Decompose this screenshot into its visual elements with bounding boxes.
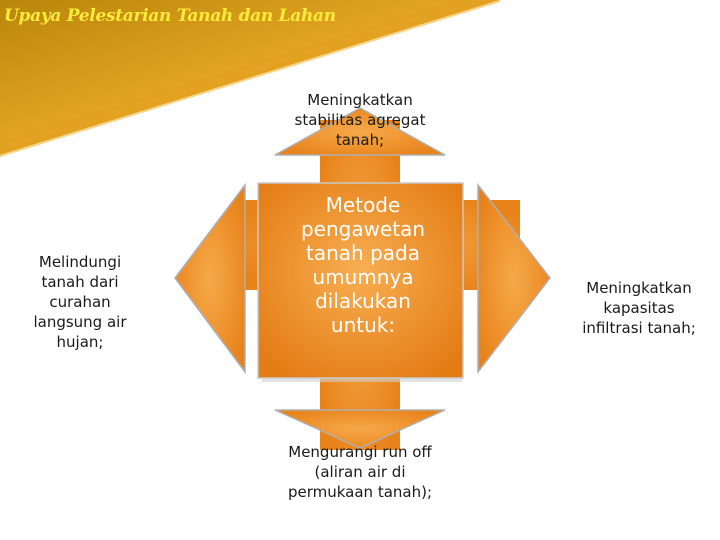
center-text [268,193,458,337]
center-text-line: tanah pada [306,241,420,265]
bottom-label-line: permukaan tanah); [287,483,433,501]
bottom-arrow-label [255,442,465,502]
right-label-line: kapasitas [603,299,675,317]
left-label-line: hujan; [56,333,104,351]
top-arrow-label [255,90,465,150]
left-label-line: Melindungi [38,253,122,271]
top-label-line: tanah; [335,131,385,149]
left-label-line: tanah dari [41,273,119,291]
right-label-line: infiltrasi tanah; [582,319,696,337]
left-arrow-label [10,252,150,352]
left-label-line: curahan [49,293,111,311]
bottom-label-line: Mengurangi run off [288,443,432,461]
center-text-line: pengawetan [300,217,426,241]
top-label-line: Meningkatkan [307,91,413,109]
right-label-line: Meningkatkan [586,279,692,297]
center-text-line: untuk: [330,313,396,337]
left-label-line: langsung air [33,313,127,331]
center-box-shadow [262,378,462,382]
center-text-line: umumnya [312,265,414,289]
bottom-label-line: (aliran air di [314,463,406,481]
left-arrow-head [175,185,245,372]
right-arrow-label [560,278,718,338]
center-text-line: dilakukan [315,289,411,313]
center-text-line: Metode [325,193,401,217]
top-label-line: stabilitas agregat [294,111,426,129]
slide-title: Upaya Pelestarian Tanah dan Lahan [4,6,336,26]
